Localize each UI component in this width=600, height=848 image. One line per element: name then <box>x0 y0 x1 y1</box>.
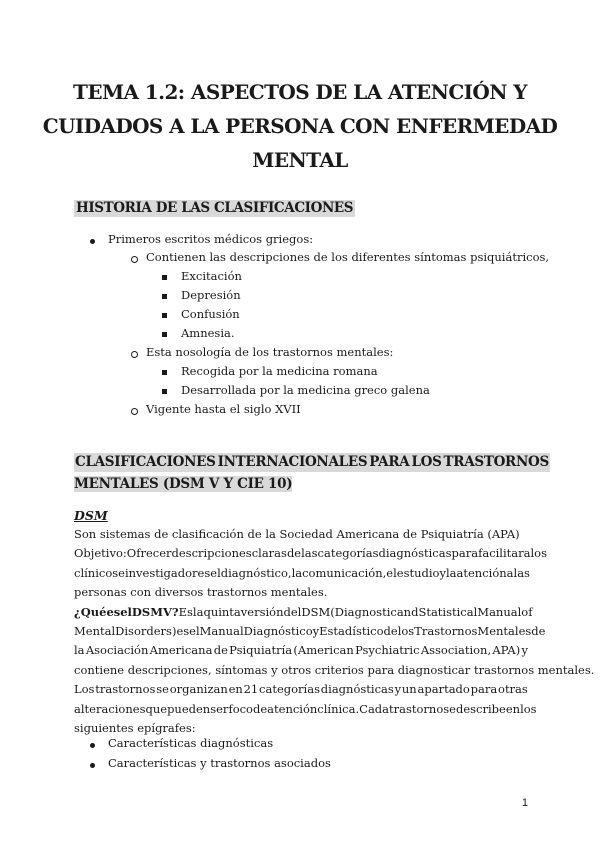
text-line-justified <box>74 603 533 622</box>
list-item: Características y trastornos asociados <box>108 756 331 770</box>
word: Disorders) <box>115 623 177 638</box>
word: la <box>74 643 85 658</box>
bullet-dot-icon <box>90 239 95 244</box>
word: of <box>521 604 533 619</box>
word: y <box>394 682 402 697</box>
word: Trastornos <box>414 623 478 638</box>
word: el <box>386 565 397 580</box>
word: de <box>383 623 398 638</box>
bullet-dot-icon <box>90 743 95 748</box>
word: Ofrecer <box>126 546 172 561</box>
word: categorías <box>317 546 379 561</box>
word: para <box>470 682 498 697</box>
word: Manual <box>199 623 244 638</box>
word: DSM <box>301 604 331 619</box>
word: Association, <box>420 643 492 658</box>
word: apartado <box>417 682 470 697</box>
list-item: Amnesia. <box>181 326 235 340</box>
word: Mentales <box>477 623 532 638</box>
word: el <box>210 565 221 580</box>
bullet-square-icon <box>162 370 167 375</box>
word: alteraciones <box>74 701 146 716</box>
word: los <box>530 546 548 561</box>
word: V? <box>162 604 179 619</box>
word: Americana <box>149 643 213 658</box>
word: ¿Qué <box>74 604 107 619</box>
word: Psiquiatría <box>229 643 293 658</box>
word: diagnóstico, <box>220 565 292 580</box>
heading-word: PARA <box>369 454 410 470</box>
word: quinta <box>203 604 241 619</box>
word: and <box>396 604 419 619</box>
bullet-square-icon <box>162 332 167 337</box>
section-heading-historia: HISTORIA DE LAS CLASIFICACIONES <box>76 200 354 216</box>
word: un <box>401 682 417 697</box>
text-line: siguientes epígrafes: <box>74 720 196 735</box>
subheading-dsm: DSM <box>74 508 108 523</box>
word: (American <box>293 643 354 658</box>
word: la <box>445 565 457 580</box>
word: Es <box>178 604 193 619</box>
word: clínica. <box>317 701 360 716</box>
word: para <box>451 546 479 561</box>
word: atención <box>267 701 318 716</box>
list-item: Recogida por la medicina romana <box>181 364 378 378</box>
heading-word: TRASTORNOS <box>443 454 549 470</box>
word: pueden <box>167 701 211 716</box>
text-line-justified <box>74 680 528 699</box>
word: atención <box>456 565 507 580</box>
bullet-dot-icon <box>90 763 95 768</box>
word: de <box>531 623 546 638</box>
word: se <box>443 701 456 716</box>
bullet-square-icon <box>162 389 167 394</box>
word: el <box>189 623 200 638</box>
document-title <box>40 75 560 177</box>
word: a <box>523 546 531 561</box>
text-line-justified <box>74 622 546 641</box>
word: las <box>301 546 318 561</box>
list-item: Contienen las descripciones de los diferentes síntomas psiquiátricos, <box>146 250 550 264</box>
word: Diagnóstico <box>243 623 313 638</box>
word: de <box>286 546 302 561</box>
word: Manual <box>477 604 522 619</box>
text-line: personas con diversos trastornos mentales. <box>74 585 328 600</box>
word: clínicos <box>74 565 119 580</box>
bullet-circle-icon <box>131 256 138 263</box>
list-item: Vigente hasta el siglo XVII <box>146 402 301 416</box>
bullet-circle-icon <box>131 351 138 358</box>
list-item: Depresión <box>181 288 241 302</box>
heading-word: LOS <box>411 454 442 470</box>
word: DSM <box>131 604 163 619</box>
heading-line-2: MENTALES (DSM V Y CIE 10) <box>74 476 293 492</box>
word: se <box>156 682 169 697</box>
word: Psychiatric <box>355 643 420 658</box>
list-item: Confusión <box>181 307 240 321</box>
word: diagnósticas <box>378 546 452 561</box>
word: (Diagnostic <box>330 604 397 619</box>
bullet-square-icon <box>162 294 167 299</box>
word: en <box>505 701 521 716</box>
heading-word: CLASIFICACIONES <box>75 454 216 470</box>
word: ser <box>210 701 229 716</box>
word: que <box>145 701 168 716</box>
heading-word: INTERNACIONALES <box>217 454 368 470</box>
title-line-3: MENTAL <box>252 148 348 172</box>
bullet-square-icon <box>162 275 167 280</box>
word: e <box>118 565 125 580</box>
word: facilitar <box>478 546 524 561</box>
word: y <box>312 623 320 638</box>
word: del <box>283 604 302 619</box>
word: de <box>252 701 268 716</box>
word: Statistical <box>418 604 478 619</box>
word: comunicación, <box>302 565 387 580</box>
word: los <box>397 623 415 638</box>
word: investigadores <box>124 565 211 580</box>
text-line: contiene descripciones, síntomas y otros criterios para diagnosticar trastornos mentales. <box>74 662 595 677</box>
word: en <box>228 682 243 697</box>
word: Mental <box>74 623 116 638</box>
title-line-1: TEMA 1.2: ASPECTOS DE LA ATENCIÓN Y <box>73 80 527 104</box>
word: categorías <box>259 682 320 697</box>
title-line-2: CUIDADOS A LA PERSONA CON ENFERMEDAD <box>42 114 558 138</box>
word: la <box>192 604 204 619</box>
word: organizan <box>169 682 228 697</box>
word: describe <box>455 701 506 716</box>
word: 21 <box>243 682 259 697</box>
text-line-justified <box>74 700 537 719</box>
list-item: Excitación <box>181 269 242 283</box>
word: descripciones <box>171 546 252 561</box>
word: Estadístico <box>319 623 384 638</box>
word: foco <box>228 701 253 716</box>
list-item: Esta nosología de los trastornos mentales: <box>146 345 394 359</box>
paragraph <box>74 525 595 738</box>
word: trastornos <box>95 682 156 697</box>
text-line-justified <box>74 544 548 563</box>
word: Objetivo: <box>74 546 127 561</box>
list-item: Características diagnósticas <box>108 736 274 750</box>
word: a <box>506 565 514 580</box>
word: de <box>213 643 228 658</box>
word: claras <box>251 546 287 561</box>
word: trastorno <box>389 701 444 716</box>
list-item: Desarrollada por la medicina greco galena <box>181 383 430 397</box>
text-line: Son sistemas de clasificación de la Sociedad Americana de Psiquiatría (APA) <box>74 527 520 541</box>
word: Los <box>74 682 95 697</box>
word: es <box>176 623 190 638</box>
bullet-circle-icon <box>131 408 138 415</box>
word: los <box>520 701 537 716</box>
word: y <box>521 643 528 658</box>
word: la <box>291 565 303 580</box>
word: diagnósticas <box>320 682 394 697</box>
word: Asociación <box>85 643 149 658</box>
page-number: 1 <box>521 797 528 809</box>
word: es <box>106 604 121 619</box>
word: APA) <box>492 643 521 658</box>
bullet-square-icon <box>162 313 167 318</box>
word: otras <box>498 682 528 697</box>
text-line-justified <box>74 564 528 583</box>
word: estudio <box>396 565 440 580</box>
word: Cada <box>359 701 390 716</box>
word: las <box>513 565 530 580</box>
word: el <box>120 604 132 619</box>
text-line-justified <box>74 641 528 660</box>
word: y <box>439 565 446 580</box>
word: versión <box>240 604 284 619</box>
list-item: Primeros escritos médicos griegos: <box>108 232 314 246</box>
